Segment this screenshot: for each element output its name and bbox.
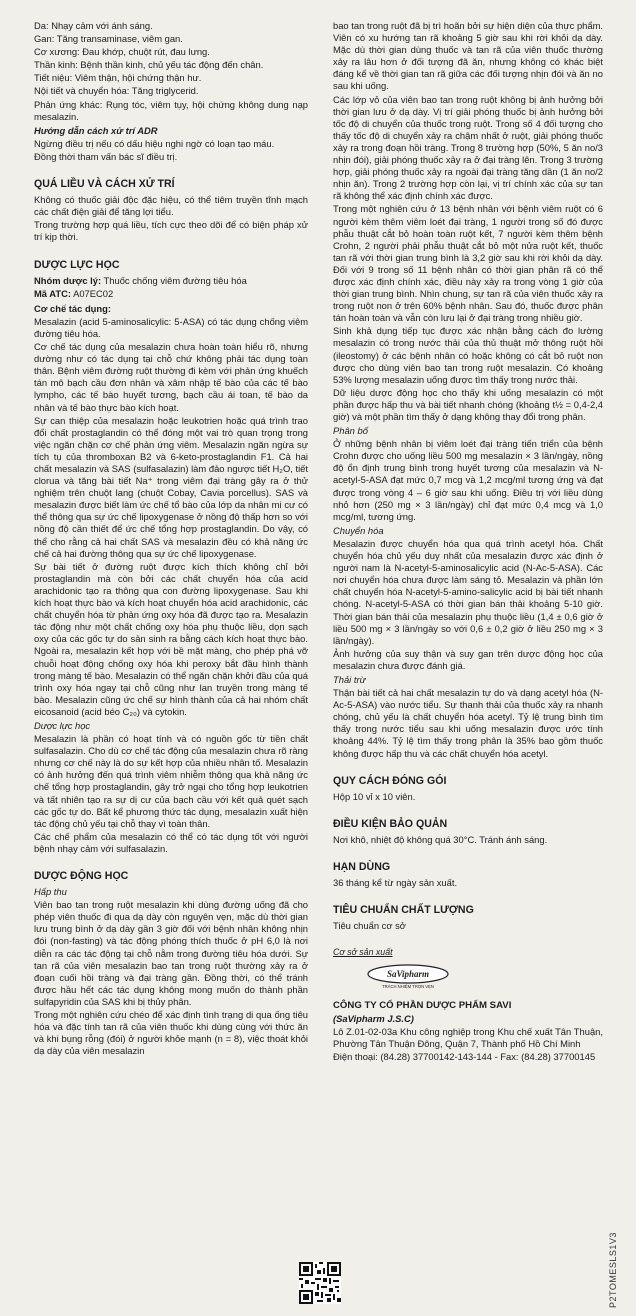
atc-code: Mã ATC: A07EC02 <box>34 287 114 299</box>
overdose-text <box>34 194 308 243</box>
side-effect-item: Da: Nhạy cảm với ánh sáng. <box>34 20 153 31</box>
absorption-continued-text <box>333 20 603 423</box>
pharmacodynamics-heading: DƯỢC LỰC HỌC <box>34 258 120 271</box>
quality-standard-text: Tiêu chuẩn cơ sở <box>333 920 406 932</box>
absorption-heading: Hấp thu <box>34 886 67 898</box>
elimination-heading: Thải trừ <box>333 673 366 685</box>
pharmacokinetics-heading: DƯỢC ĐỘNG HỌC <box>34 870 129 882</box>
company-phone: Điện thoại: (84.28) 37700142-143-144 - Fax: (84.28) 37700145 <box>333 1050 596 1062</box>
paragraph: Cơ chế tác dụng của mesalazin chưa hoàn toàn hiểu rõ, nhưng dường như có tác dụng tại chỗ chứ không phải tác dụng toàn thân. Bệnh viêm đường ruột thường đi kèm với phản ứng khuếch tán mô bạch cầu đơn nhân và xâm nhập tế bào của các tế bào lympho, các tế bào huyết tương, bạch cầu ái toan, tế bào da nhân và tế bào thực bào kích hoạt. <box>34 341 308 413</box>
paragraph: Trong trường hợp quá liều, tích cực theo dõi để có biện pháp xử trí kịp thời. <box>34 219 308 243</box>
paragraph: Ở những bệnh nhân bị viêm loét đại tràng tiến triển của bệnh Crohn được cho uống liều 500 mg mesalazin × 3 lần/ngày, nồng độ ổn định trung bình trong huyết tương của mesalazin và N-acetyl-5-ASA đạt mức 0,7 mcg và 1,2 mcg/ml tương ứng và đạt được trong vòng 4 – 6 giờ sau khi uống. Điều trị với liều dùng nhỏ hơn (250 mg × 3 lần/ngày) chỉ đạt mức 0,4 mcg và 1,0 mcg/ml, tương ứng. <box>333 438 603 522</box>
paragraph: Trong một nghiên cứu ở 13 bệnh nhân với bệnh viêm ruột có 6 người kèm thêm viêm loét đại tràng, 1 người trong số đó được phẫu thuật cắt bỏ hoàn toàn ruột kết, 7 người kèm thêm bệnh Crohn, 2 người phải phẫu thuật cắt bỏ một nửa ruột kết, thuốc tan rã với thời gian trung bình là 3,2 giờ sau khi rời khỏi dạ dày. Đối với 9 trong số 11 bệnh nhân có thời gian phân rã có thể được xác định chính xác, điều này xảy ra trong vòng 1 giờ của thời gian trung bình. Nhìn chung, sự tan rã của viên thuốc xảy ra trong ruột non ở trên 60% bệnh nhân. Sau đó, thuốc được phân tán hoàn toàn và vẫn còn lưu lại ở đại tràng trong nhiều giờ. <box>333 203 603 324</box>
shelf-life-heading: HẠN DÙNG <box>333 861 391 873</box>
packaging-heading: QUY CÁCH ĐÓNG GÓI <box>333 774 447 787</box>
paragraph: Sự can thiệp của mesalazin hoặc leukotrien hoặc quá trình trao đổi chất prostaglandin có thể đóng một vai trò quan trọng trong việc ngăn chặn cơ chế phản ứng viêm. Mesalazin ngăn ngừa sự tích tụ của thromboxan B2 và 6-keto-prostaglandin F1. Cả hai chất mesalazin và SAS (sulfasalazin) làm đảo ngược tiết H₂O, tiết clorua và tăng bài tiết Na⁺ trong viêm đại tràng gây ra ở thử nghiệm trên chuột lang (chuột Cobay, Cavia porcellus). SAS và mesalazin được biết làm ức chế tổ bào của lớp da nhân mi cư có thể thông qua sự ức chế lipoxygenase ở nồng độ thấp hơn so với nồng độ cần thiết để ức chế tổng hợp prostaglandin. Do vậy, có thể cho rằng cả hai chất SAS và mesalazin đều có khả năng ức chế cả hai đường thông qua sự ức chế lipoxygenase. <box>34 414 308 559</box>
pharmacologic-group: Nhóm dược lý: Thuốc chống viêm đường tiêu hóa <box>34 274 247 286</box>
paragraph: Trong một nghiên cứu chéo để xác định tình trạng di qua ống tiêu hóa và đặc tính tan rã của viên thuốc khi dùng cùng với thức ăn và khi bụng rỗng (đói) ở người khỏe mạnh (n = 8), việc thoát khỏi dạ dày của viên mesalazin <box>34 1009 308 1057</box>
paragraph: Ngừng điều trị nếu có dấu hiệu nghi ngờ có loạn tạo máu. <box>34 137 275 149</box>
paragraph: Mesalazin là phần có hoạt tính và có nguồn gốc từ tiền chất sulfasalazin. Cho dù cơ chế tác động của mesalazin chưa rõ ràng nhưng cơ chế này là do sự kết hợp của nhiều nhân tố. Mesalazin có ảnh hưởng đến quá trình viêm nhiễm thông qua khả năng ức chế tổng hợp prostaglandin, gây trở ngại cho tổng hợp leukotrien và tất nhiên tạo ra sự dị cư của bạch cầu với kết quả quét sạch các gốc tự do. Bất kể phương thức tác dụng, mesalazin xuất hiện tác động chủ yếu tại chỗ thay vì toàn thân. <box>34 733 308 829</box>
qr-code-icon <box>299 1262 341 1304</box>
overdose-heading: QUÁ LIỀU VÀ CÁCH XỬ TRÍ <box>34 178 175 191</box>
paragraph: Ảnh hưởng của suy thận và suy gan trên dược động học của mesalazin chưa được đánh giá. <box>333 647 603 671</box>
side-effects-list <box>34 20 308 123</box>
storage-text: Nơi khô, nhiệt độ không quá 30°C. Tránh ánh sáng. <box>333 833 548 845</box>
packaging-text: Hộp 10 vỉ x 10 viên. <box>333 790 416 802</box>
pd-subheading: Dược lực học <box>34 719 91 731</box>
distribution-heading: Phân bố <box>333 425 368 437</box>
logo-slogan: TRÁCH NHIỆM TRỌN VẸN <box>382 984 434 990</box>
company-short-name: (SaVipharm J.S.C) <box>333 1012 414 1024</box>
storage-heading: ĐIỀU KIỆN BẢO QUẢN <box>333 817 448 830</box>
paragraph: Viên bao tan trong ruột mesalazin khi dùng đường uống đã cho phép viên thuốc đi qua dạ dày còn nguyên vẹn, mặc dù thời gian lưu trung bình ở dạ dày gần 3 giờ đối với bệnh nhân không nhịn đói (non-fasting) và tác động phóng thích thuốc ở pH 6,0 là nơi diễn ra các tác động tại chỗ nằm trong đường tiêu hóa dưới. Sự tan rã của viên mesalazin bao tan trong ruột thường xảy ra ở đoạn cuối hồi tràng và đại tràng gần. Đồng thời, có thể tránh được hầu hết các tác dụng không mong muốn do thành phần sulfapyridin của SAS khi bị thủy phân. <box>34 899 308 1007</box>
paragraph: Mesalazin được chuyển hóa qua quá trình acetyl hóa. Chất chuyển hóa chủ yếu duy nhất của mesalazin được xác định ở người nam là N-acetyl-5-aminosalicylic acid (N-Ac-5-ASA). Các nơi chuyển hóa chưa được làm sáng tỏ. Mesalazin và phần lớn chất chuyển hóa N-acetyl-5-amino-salicylic acid bị bài tiết nhanh chóng. N-acetyl-5-ASA có thời gian bán thải khoảng 5-10 giờ. Thời gian bán thải của mesalazin phụ thuộc liều (1,4 ± 0,6 giờ ở liều 500 mg × 3 lần/ngày so với 0,6 ± 0,2 giờ ở liều 250 mg × 3 lần/ngày). <box>333 537 603 646</box>
quality-standard-heading: TIÊU CHUẨN CHẤT LƯỢNG <box>333 904 474 917</box>
savipharm-logo <box>363 964 453 990</box>
side-effect-item: Thần kinh: Bệnh thần kinh, chủ yếu tác động đến chân. <box>34 59 264 71</box>
adr-text <box>34 138 308 163</box>
paragraph: Các chế phẩm của mesalazin có thể có tác dụng tốt với người bệnh nhạy cảm với sulfasalazin. <box>34 830 308 854</box>
mechanism-text <box>34 316 308 718</box>
absorption-text <box>34 899 308 1057</box>
logo-wordmark: SaVipharm <box>386 969 430 980</box>
left-column <box>34 20 308 1058</box>
paragraph: Sự bài tiết ở đường ruột được kích thích không chỉ bởi prostaglandin mà còn bởi các chất chuyển hóa của acid arachidonic tạo ra thông qua con đường lipoxygenase. Sau khi kích hoạt thực bào và kích hoạt chuyển hóa acid arachidonic, các chất chuyển hóa từ phản ứng oxy hóa đã được tạo ra. Mesalazin tác động như một chất chống oxy hóa phụ thuộc liều, dọn sạch oxy của các gốc tự do sản sinh ra bằng cách kích hoạt thực bào. Ngoài ra, mesalazin kết hợp với bề mặt màng, cho phép phá vỡ chuỗi hoạt động chống oxy hóa khi peroxy bắt đầu hình thành trong màng tế bào. Mesalazin có thể ngăn chặn khởi đầu của quá trình oxy hóa ngay tại chỗ cũng như lan truyền trong màng tế bào. Mesalazin cũng ức chế sự hình thành của cả hai nhóm chất eicosanoid (acid béo C₂₀) và cytokin. <box>34 560 308 717</box>
paragraph: Thận bài tiết cả hai chất mesalazin tự do và dạng acetyl hóa (N-Ac-5-ASA) vào nước tiểu. Sự thanh thải của thuốc xảy ra nhanh chóng, chủ yếu là chất chuyển hóa acetyl. Tỷ lệ trung bình tìm thấy trong nước tiểu sau khi uống mesalazin được ước tính khoảng 44%. Tỷ lệ tìm thấy trong phân là 35% bao gồm thuốc không được hấp thu và các chất chuyển hóa acetyl. <box>333 687 603 759</box>
side-effect-item: Tiết niệu: Viêm thận, hội chứng thận hư. <box>34 72 202 84</box>
paragraph: Sinh khả dụng tiếp tục được xác nhận bằng cách đo lường mesalazin có trong nước thải của thủ thuật mở thông ruột hồi (ileostomy) ở các bệnh nhân có hoặc không có cắt bỏ ruột non được cho dùng viên bao tan trong ruột mesalazin. Có khoảng 53% lượng mesalazin uống được tìm thấy trong nước thải. <box>333 325 603 385</box>
paragraph: Đồng thời tham vấn bác sĩ điều trị. <box>34 150 178 162</box>
manufacturer-block <box>333 946 603 1063</box>
paragraph: Các lớp vỏ của viên bao tan trong ruột không bị ảnh hưởng bởi thời gian lưu ở dạ dày. Vị trí giải phóng thuốc bị ảnh hưởng bởi tốc độ di chuyển của thuốc trong ruột. Trong số 4 đối tượng cho thấy tốc độ di chuyển xảy ra chậm nhất ở ruột, giải phóng thuốc xảy ra trong đoạn hồi tràng. Trong 8 trường hợp (50%, 5 ăn no/3 nhịn đói), giải phóng thuốc xảy ra ở đại tràng lên. Trong 3 trường hợp, giải phóng thuốc xảy ra ngoài đại tràng tăng dần (1 ăn no/2 nhịn ăn). Trong 2 trường hợp còn lại, vị trí chính xác của sự tan rã không thể xác định chính xác được. <box>333 93 603 202</box>
mechanism-heading: Cơ chế tác dụng: <box>34 302 111 314</box>
side-effect-item: Cơ xương: Đau khớp, chuột rút, đau lưng. <box>34 46 210 58</box>
elimination-text <box>333 687 603 760</box>
right-column <box>333 20 603 1064</box>
paragraph: bao tan trong ruột đã bị trì hoãn bởi sự hiện diện của thực phẩm. Viên có xu hướng tan rã khoảng 5 giờ sau khi rời khỏi dạ dày. Mặc dù thời gian dùng thuốc và tan rã của viên thuốc thường xảy ra lâu hơn ở đối tượng đã ăn, nhưng không có khác biệt đáng kể về thời gian tan rã giữa các đối tượng nhịn đói và ăn no sau khi uống. <box>333 20 603 92</box>
adr-heading: Hướng dẫn cách xử trí ADR <box>34 124 158 136</box>
metabolism-heading: Chuyển hóa <box>333 524 384 536</box>
company-address: Lô Z.01-02-03a Khu công nghiệp trong Khu chế xuất Tân Thuận, Phường Tân Thuận Đông, Quận 7, Thành phố Hồ Chí Minh <box>333 1025 603 1049</box>
paragraph: Mesalazin (acid 5-aminosalicylic: 5-ASA) có tác dụng chống viêm đường tiêu hóa. <box>34 315 308 339</box>
metabolism-text <box>333 538 603 672</box>
paragraph: Dữ liệu dược động học cho thấy khi uống mesalazin có một phần được hấp thu và bài tiết nhanh chóng (khoảng t½ = 0,4-2,4 giờ) và một phần tìm thấy ở dạng không thay đổi trong phân. <box>333 386 603 422</box>
pd-text <box>34 733 308 855</box>
shelf-life-text: 36 tháng kể từ ngày sản xuất. <box>333 877 458 889</box>
distribution-text <box>333 438 603 523</box>
company-name: CÔNG TY CỔ PHẦN DƯỢC PHẨM SAVI <box>333 999 512 1011</box>
side-effect-item: Phản ứng khác: Rụng tóc, viêm tụy, hội chứng không dung nạp mesalazin. <box>34 98 308 122</box>
document-code: P2TOMESLS1V3 <box>608 1232 618 1308</box>
manufacturer-label: Cơ sở sản xuất <box>333 947 393 958</box>
paragraph: Không có thuốc giải độc đặc hiệu, có thể tiêm truyền tĩnh mạch các chất điện giải để tăng lợi tiểu. <box>34 194 308 218</box>
side-effect-item: Nội tiết và chuyển hóa: Tăng triglycerid. <box>34 85 199 97</box>
side-effect-item: Gan: Tăng transaminase, viêm gan. <box>34 33 183 45</box>
